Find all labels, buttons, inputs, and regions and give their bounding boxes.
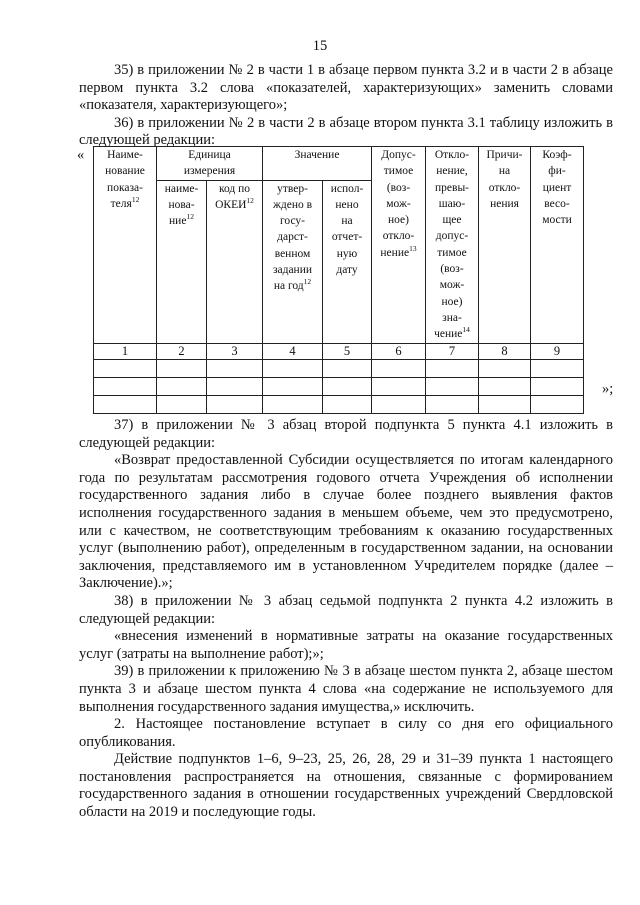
indicator-table	[93, 146, 584, 414]
table-row	[94, 395, 584, 413]
table-row	[94, 377, 584, 395]
header-actual-value: испол- нено на отчет- ную дату	[323, 180, 372, 343]
header-value-group: Значение	[263, 147, 372, 181]
table-quote-close: »;	[602, 381, 614, 397]
header-unit-name: наиме- нова- ние$^{12}$	[157, 180, 207, 343]
paragraph-39: 39) в приложении к приложению № 3 в абзаце шестом пункта 2, абзаце шестом пункта 3 и абзаце шестом пункта 4 слова «на содержание не используемого для выполнения государственного задания имущества,» исключить.	[79, 663, 613, 715]
page-number: 15	[312, 38, 328, 54]
column-number: 8	[479, 343, 531, 359]
header-indicator-name: Наиме- нование показа- теля$^{12}$	[94, 147, 157, 344]
header-unit-group: Единица измерения	[157, 147, 263, 181]
column-number: 2	[157, 343, 207, 359]
header-weight-coefficient: Коэф- фи- циент весо- мости	[531, 147, 584, 344]
quote-38: «внесения изменений в нормативные затраты на оказание государственных услуг (затраты на выполнение работ);»;	[79, 628, 613, 662]
header-allowed-deviation: Допус- тимое (воз- мож- ное) откло- нение$^{13}$	[372, 147, 426, 344]
paragraph-36: 36) в приложении № 2 в части 2 в абзаце втором пункта 3.1 таблицу изложить в следующей редакции:	[79, 114, 613, 149]
paragraph-38: 38) в приложении № 3 абзац седьмой подпункта 2 пункта 4.2 изложить в следующей редакции:	[79, 592, 613, 627]
paragraph-2: 2. Настоящее постановление вступает в силу со дня его официального опубликования.	[79, 716, 613, 750]
column-number: 4	[263, 343, 323, 359]
quote-37: «Возврат предоставленной Субсидии осуществляется по итогам календарного года по результатам рассмотрения годового отчета Учреждения об исполнении государственного задания либо в случае более позднего выявления фактов исполнения государственного задания в меньшем объеме, чем это предусмотрено, или с качеством, не соответствующим требованиям к оказанию государственных услуг (выполнению работ), определенным в государственном задании, на основании заключения, представляемого им в установленном Учредителем порядке (далее – Заключение).»;	[79, 452, 613, 592]
column-number: 1	[94, 343, 157, 359]
paragraph-effect: Действие подпунктов 1–6, 9–23, 25, 26, 28, 29 и 31–39 пункта 1 настоящего постановления распространяется на отношения, связанные с формированием государственного задания в отношении государственных учреждений Свердловской области на 2019 и последующие годы.	[79, 751, 613, 821]
table-row	[94, 359, 584, 377]
amendments-bottom	[79, 417, 613, 822]
column-number: 7	[426, 343, 479, 359]
paragraph-37: 37) в приложении № 3 абзац второй подпункта 5 пункта 4.1 изложить в следующей редакции:	[79, 417, 613, 451]
header-deviation-reason: Причи- на откло- нения	[479, 147, 531, 344]
column-number: 5	[323, 343, 372, 359]
header-approved-value: утвер- ждено в госу- дарст- венном задании на год$^{12}$	[263, 180, 323, 343]
column-number: 9	[531, 343, 584, 359]
header-okei-code: код по ОКЕИ$^{12}$	[207, 180, 263, 343]
column-number: 6	[372, 343, 426, 359]
amendments-top	[79, 62, 613, 150]
table-quote-open: «	[77, 147, 85, 163]
column-number: 3	[207, 343, 263, 359]
paragraph-35: 35) в приложении № 2 в части 1 в абзаце первом пункта 3.2 и в части 2 в абзаце первом пункта 3.2 слова «показателей, характеризующих» заменить словами «показателя, характеризующего»;	[79, 62, 613, 114]
header-exceeding-deviation: Откло- нение, превы- шаю- щее допус- тимое (воз- мож- ное) зна- чение$^{14}$	[426, 147, 479, 344]
